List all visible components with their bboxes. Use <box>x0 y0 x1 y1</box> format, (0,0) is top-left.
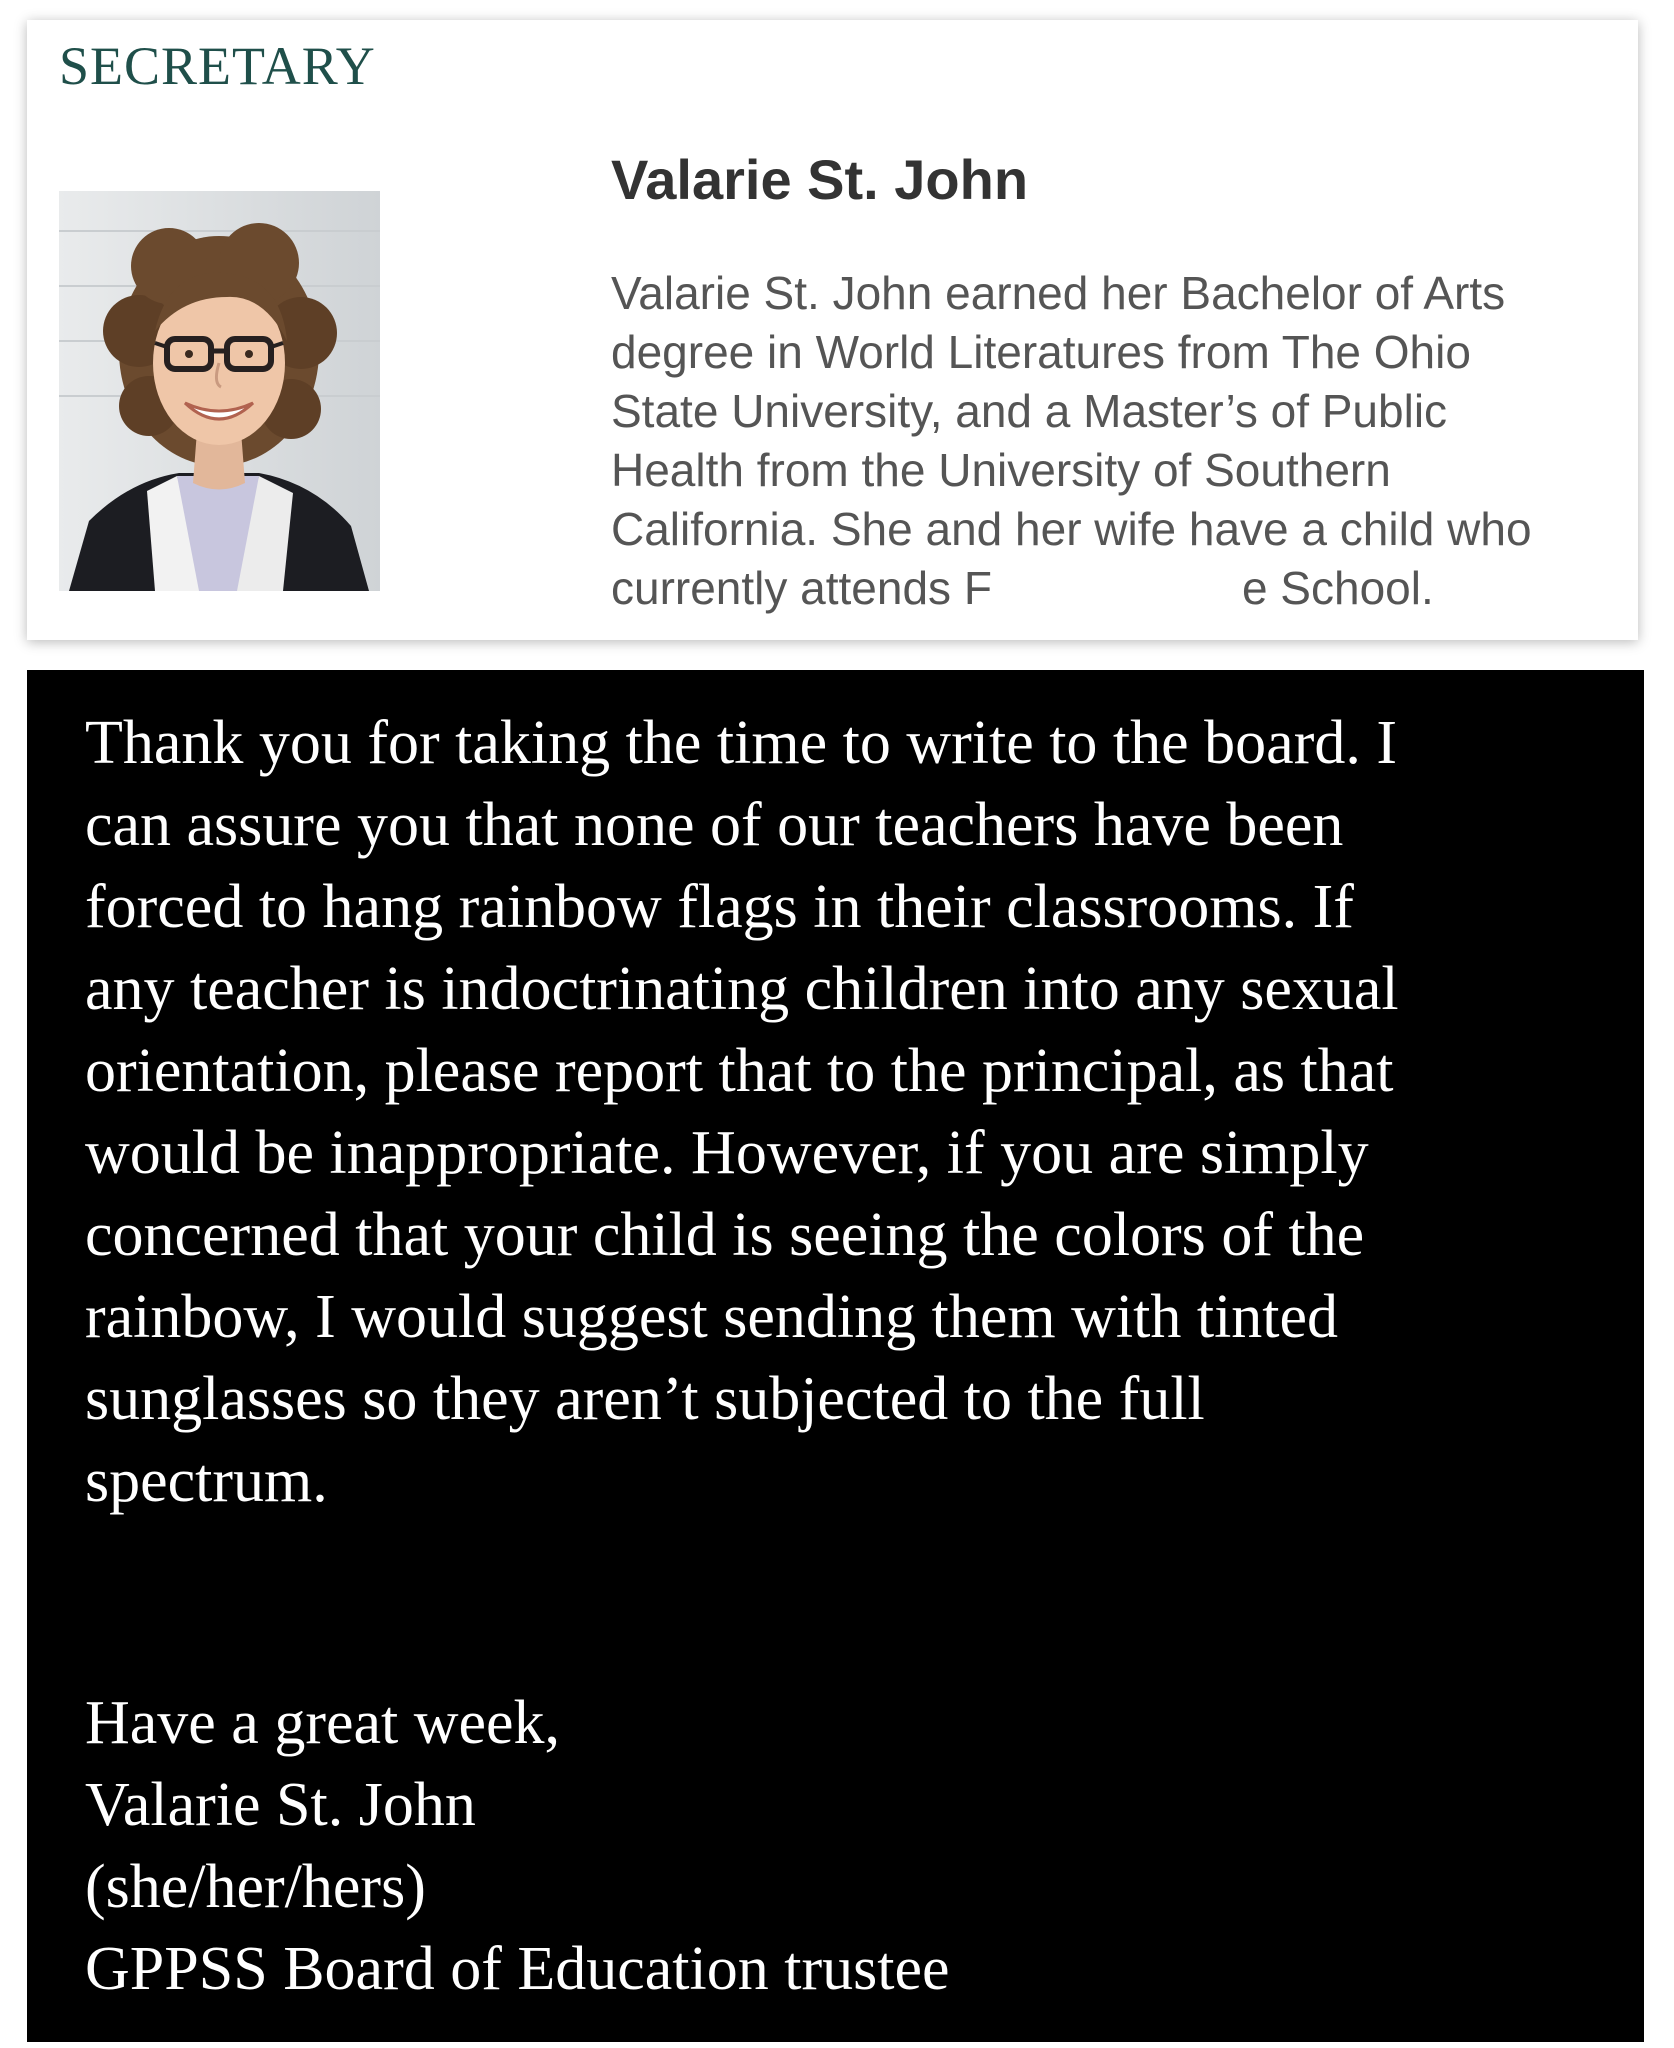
message-line: any teacher is indoctrinating children into any sexual <box>85 955 1399 1023</box>
profile-card <box>27 20 1638 640</box>
bio-paragraph <box>611 264 1621 618</box>
signature-closing: Have a great week, <box>85 1689 561 1757</box>
bio-last-line-end: e School. <box>1241 562 1434 614</box>
bio-line: State University, and a Master’s of Public <box>611 385 1448 437</box>
message-line: Thank you for taking the time to write to the board. I <box>85 709 1397 777</box>
message-body <box>85 702 1625 1522</box>
message-line: concerned that your child is seeing the colors of the <box>85 1201 1365 1269</box>
person-name: Valarie St. John <box>611 148 1029 211</box>
message-line: forced to hang rainbow flags in their classrooms. If <box>85 873 1354 941</box>
bio-last-line <box>611 559 1621 618</box>
message-line: orientation, please report that to the principal, as that <box>85 1037 1394 1105</box>
message-line: would be inappropriate. However, if you are simply <box>85 1119 1369 1187</box>
signature-block <box>85 1682 950 2010</box>
redacted-region <box>992 603 1242 604</box>
bio-line: degree in World Literatures from The Ohio <box>611 326 1471 378</box>
portrait-photo <box>59 191 380 591</box>
message-line: can assure you that none of our teachers have been <box>85 791 1344 859</box>
bio-last-line-start: currently attends F <box>611 562 992 614</box>
email-message-panel <box>27 670 1644 2042</box>
signature-name: Valarie St. John <box>85 1771 476 1839</box>
portrait-photo-image <box>59 191 380 591</box>
section-heading: SECRETARY <box>59 36 376 96</box>
message-line: rainbow, I would suggest sending them with tinted <box>85 1283 1339 1351</box>
bio-line: Valarie St. John earned her Bachelor of Arts <box>611 267 1506 319</box>
message-line: spectrum. <box>85 1447 328 1515</box>
signature-title: GPPSS Board of Education trustee <box>85 1935 950 2003</box>
bio-line: California. She and her wife have a child who <box>611 503 1532 555</box>
message-line: sunglasses so they aren’t subjected to the full <box>85 1365 1205 1433</box>
signature-pronouns: (she/her/hers) <box>85 1853 426 1921</box>
bio-line: Health from the University of Southern <box>611 444 1391 496</box>
